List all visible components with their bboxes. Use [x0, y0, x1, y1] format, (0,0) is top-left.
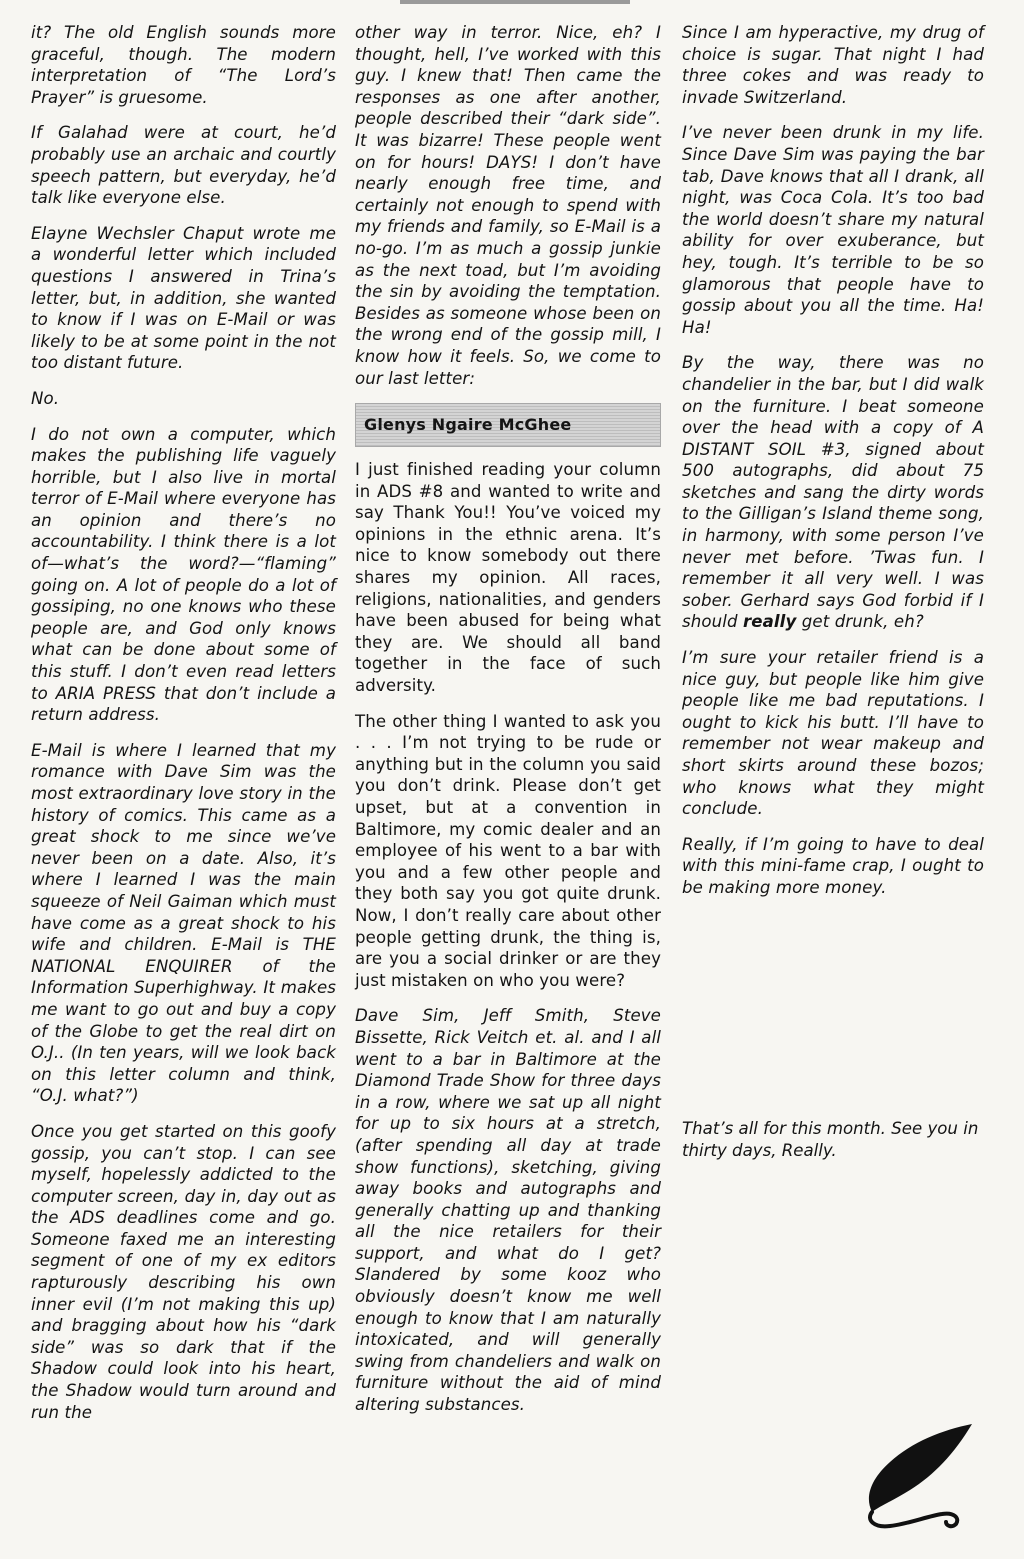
column-3: [682, 22, 984, 913]
paragraph-text: get drunk, eh?: [796, 612, 924, 632]
top-rule: [400, 0, 630, 4]
letter-paragraph: I just finished reading your column in ADS #8 and wanted to write and say Thank You!! You’ve voiced my opinions in the ethnic arena. It’s nice to know somebody out there shares my opinion. All races, religions, nationalities, and genders have been abused for being what they are. We should all band together in the face of such adversity.: [355, 460, 661, 696]
paragraph: No.: [31, 388, 60, 408]
paragraph: If Galahad were at court, he’d probably use an archaic and courtly speech pattern, but everyday, he’d talk like everyone else.: [31, 123, 336, 208]
letter-paragraph: The other thing I wanted to ask you . . . I’m not trying to be rude or anything but in the column you said you don’t drink. Please don’t get upset, but at a convention in Baltimore, my comic dealer and an employee of his went to a bar with you and a few other people and they both say you got quite drunk. Now, I don’t really care about other people getting drunk, the thing is, are you a social drinker or are they just mistaken on who you were?: [355, 711, 661, 990]
column-2: [355, 22, 661, 1430]
reply-paragraph: Dave Sim, Jeff Smith, Steve Bissette, Rick Veitch et. al. and I all went to a bar in Baltimore at the Diamond Trade Show for three days in a row, where we sat up all night for up to six hours at a stretch, (after spending all day at trade show functions), sketching, giving away books and autographs and generally chatting up and thanking all the nice retailers for their support, and what do I get? Slandered by some kooz who obviously doesn’t know me well enough to know that I am naturally intoxicated, and will generally swing from chandeliers and walk on furniture without the aid of mind altering substances.: [355, 1006, 661, 1415]
paragraph: Elayne Wechsler Chaput wrote me a wonderful letter which included questions I answered in Trina’s letter, but, in addition, she wanted to know if I was on E-Mail or was likely to be at some point in the not too distant future.: [31, 223, 336, 373]
paragraph-text: By the way, there was no chandelier in the bar, but I did walk on the furniture. I beat someone over the head with a copy of A DISTANT SOIL #3, signed about 500 autographs, did about 75 sketches and sang the dirty words to the Gilligan’s Island theme song, in harmony, with some person I’ve never met before. ’Twas fun. I remember it all very well. I was sober. Gerhard says God forbid if I should: [682, 353, 984, 632]
paragraph: [682, 352, 984, 633]
closing-note: That’s all for this month. See you in thirty days, Really.: [682, 1119, 979, 1160]
paragraph: Really, if I’m going to have to deal with this mini-fame crap, I ought to be making more money.: [682, 834, 984, 897]
paragraph: I’ve never been drunk in my life. Since Dave Sim was paying the bar tab, Dave knows that all I drank, all night, was Coca Cola. It’s too bad the world doesn’t share my natural ability for over exuberance, but hey, tough. It’s terrible to be so glamorous that people have to gossip about you all the time. Ha! Ha!: [682, 123, 984, 337]
quill-feather-icon: [850, 1420, 980, 1530]
emphasis: really: [742, 612, 797, 632]
paragraph: it? The old English sounds more graceful, though. The modern interpretation of “The Lord’s Prayer” is gruesome.: [31, 23, 336, 107]
paragraph: Since I am hyperactive, my drug of choice is sugar. That night I had three cokes and was ready to invade Switzerland.: [682, 23, 984, 107]
paragraph: I do not own a computer, which makes the publishing life vaguely horrible, but I also live in mortal terror of E-Mail where everyone has an opinion and there’s no accountability. I think there is a lot of—what’s the word?—“flaming” going on. A lot of people do a lot of gossiping, no one knows who these people are, and God only knows what can be done about some of this stuff. I don’t even read letters to ARIA PRESS that don’t include a return address.: [31, 424, 336, 725]
letter-writer-header: Glenys Ngaire McGhee: [355, 403, 661, 447]
paragraph: E-Mail is where I learned that my romance with Dave Sim was the most extraordinary love story in the history of comics. This came as a great shock to me since we’ve never been on a date. Also, it’s where I learned I was the main squeeze of Neil Gaiman which must have come as a great shock to his wife and children. E-Mail is THE NATIONAL ENQUIRER of the Information Superhighway. It makes me want to go out and buy a copy of the Globe to get the real dirt on O.J.. (In ten years, will we look back on this letter column and think, “O.J. what?”): [31, 740, 336, 1106]
paragraph: Once you get started on this goofy gossip, you can’t stop. I can see myself, hopelessly addicted to the computer screen, day in, day out as the ADS deadlines come and go. Someone faxed me an interesting segment of one of my ex editors rapturously describing his own inner evil (I’m not making this up) and bragging about how his “dark side” was so dark that if the Shadow could look into his heart, the Shadow would turn around and run the: [31, 1121, 336, 1422]
paragraph: I’m sure your retailer friend is a nice guy, but people like him give people like me bad reputations. I ought to kick his butt. I’ll have to remember not wear makeup and short skirts around these bozos; who knows what they might conclude.: [682, 648, 984, 819]
paragraph: other way in terror. Nice, eh? I thought, hell, I’ve worked with this guy. I knew that! Then came the responses as one after another, people described their “dark side”. It was bizarre! These people went on for hours! DAYS! I don’t have nearly enough free time, and certainly not enough to spend with my friends and family, so E-Mail is a no-go. I’m as much a gossip junkie as the next toad, but I’m avoiding the sin by avoiding the temptation. Besides as someone whose been on the wrong end of the gossip mill, I know how it feels. So, we come to our last letter:: [355, 23, 661, 388]
column-1: [31, 22, 336, 1437]
